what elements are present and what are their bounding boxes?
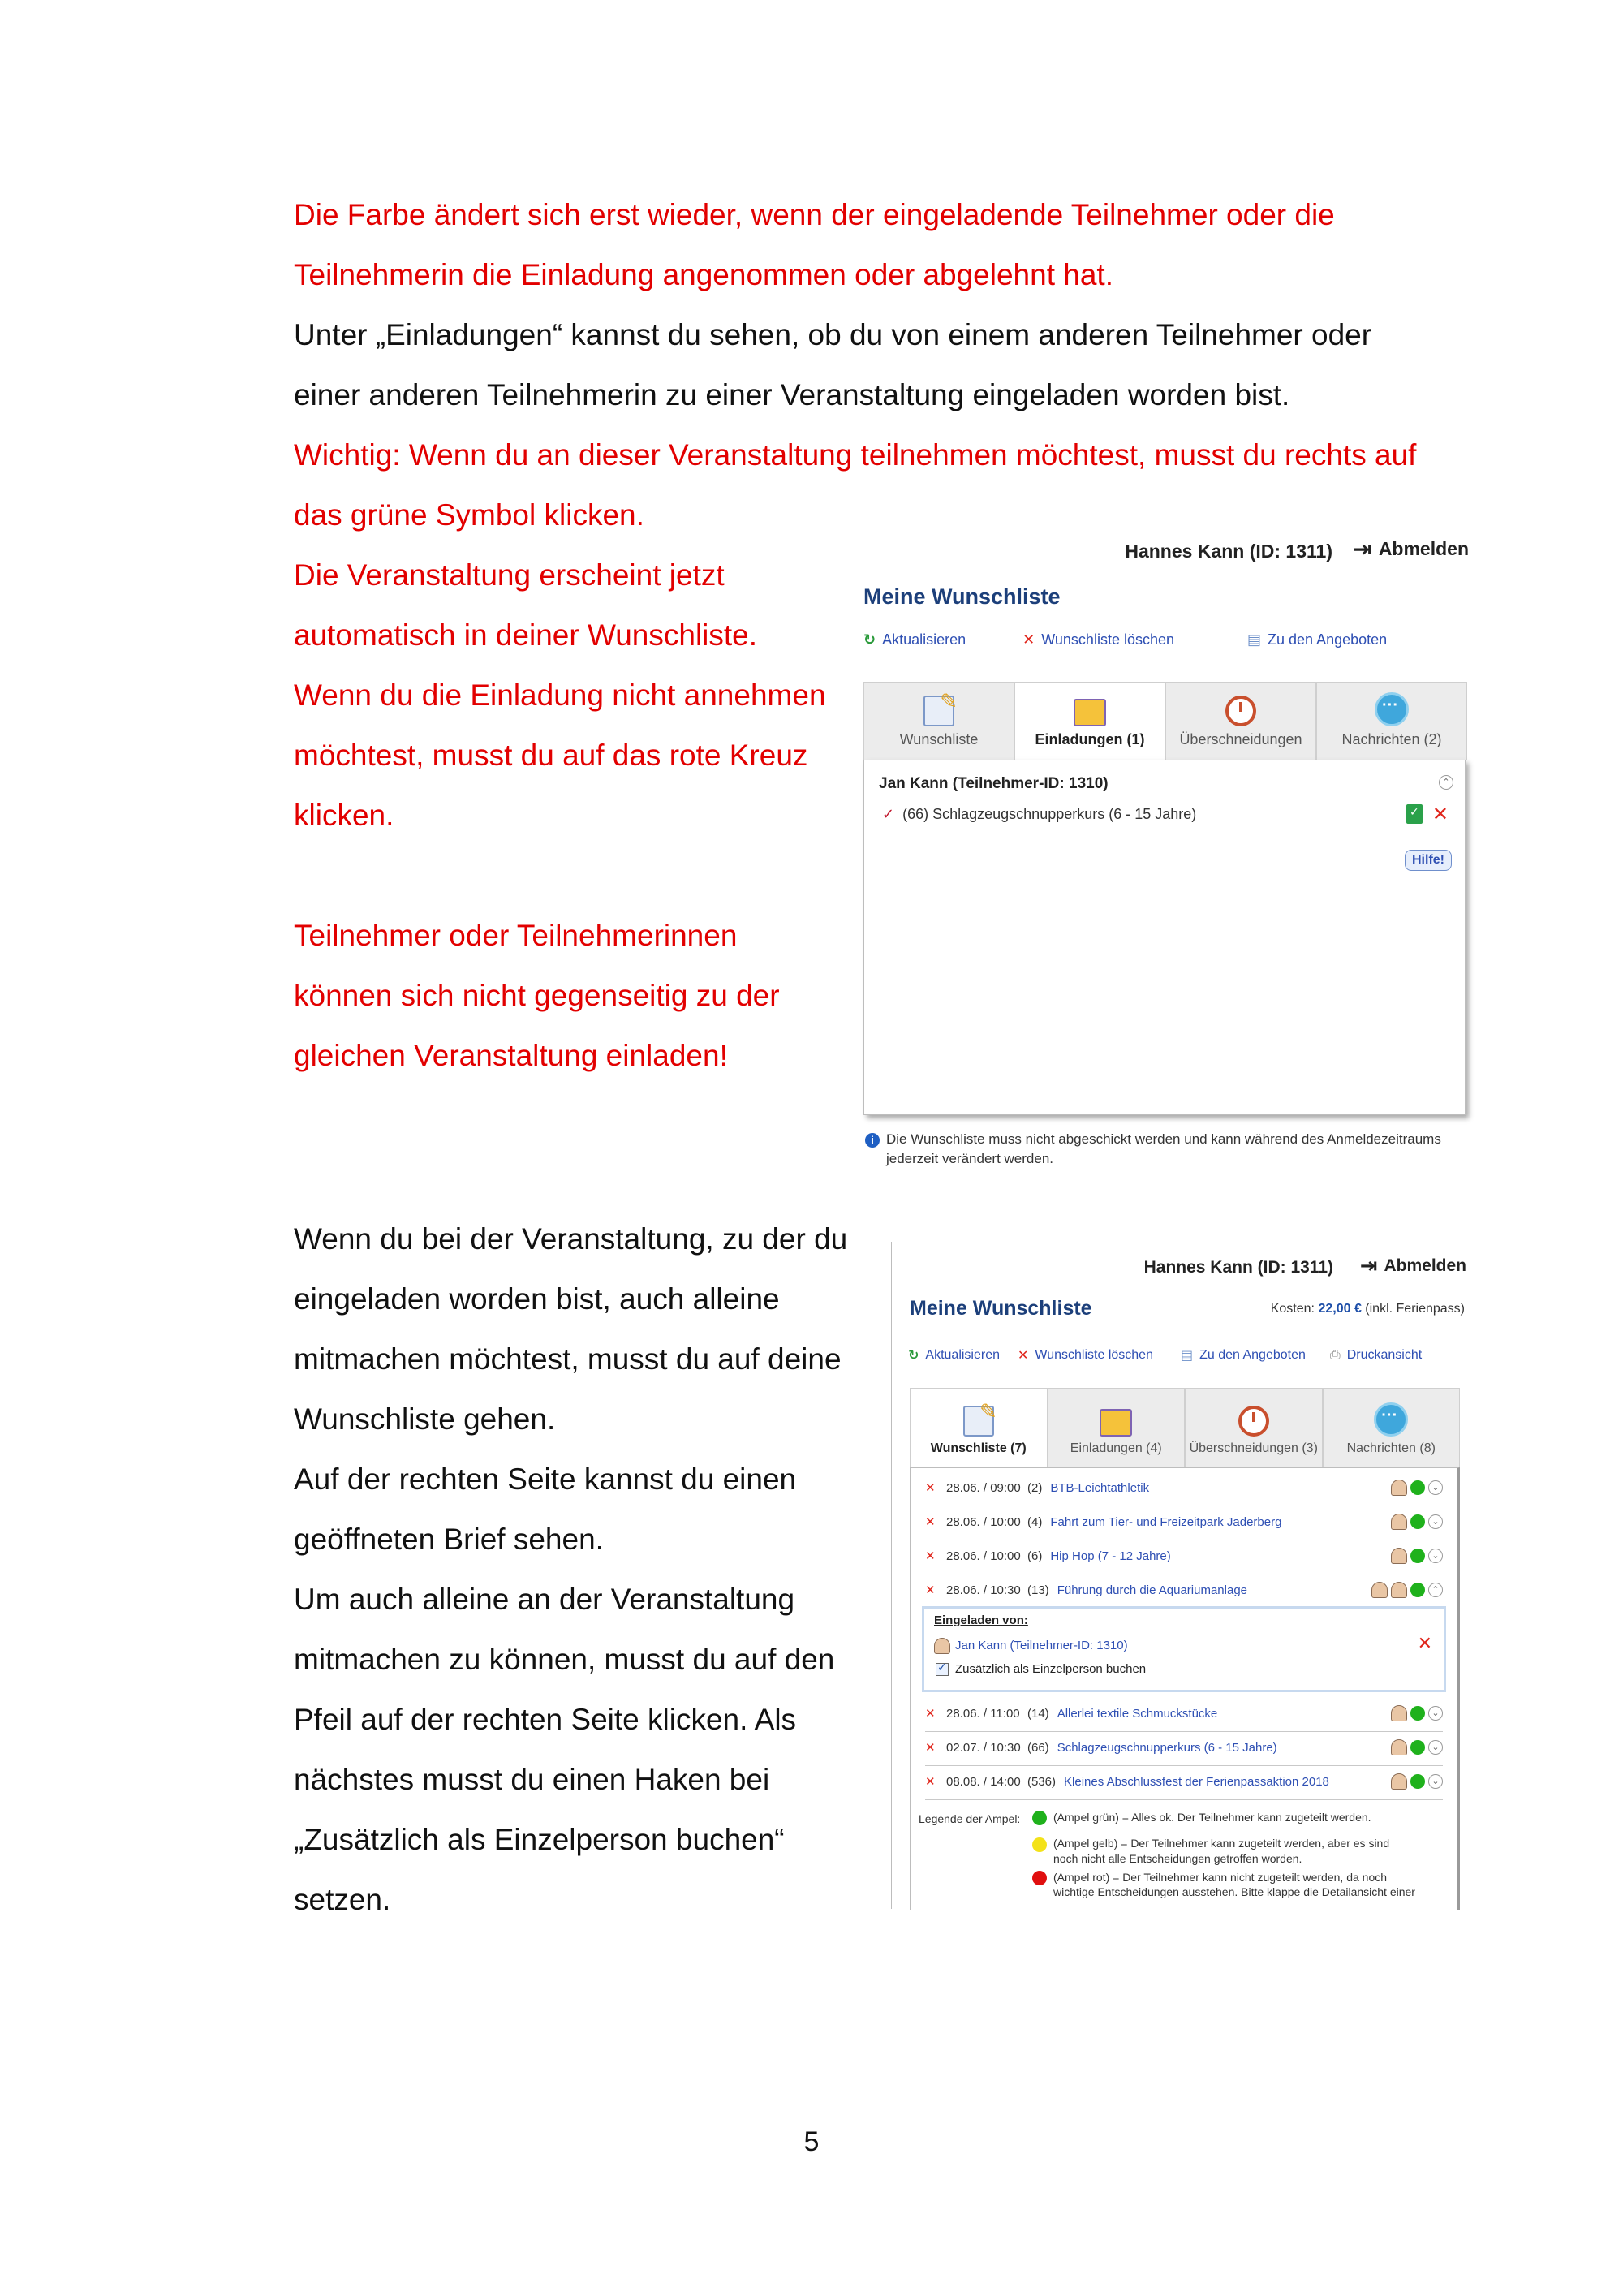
check-icon: ✓ — [882, 806, 895, 822]
page-title: Meine Wunschliste — [863, 584, 1061, 609]
tab-label: Wunschliste — [899, 731, 979, 747]
text-line: Teilnehmerin die Einladung angenommen oder abgelehnt hat. — [294, 258, 1113, 291]
row-date: 28.06. / 09:00 — [946, 1480, 1021, 1495]
row-status — [1391, 1739, 1443, 1755]
tab-overlaps[interactable] — [1185, 1388, 1323, 1467]
offers-label: Zu den Angeboten — [1199, 1348, 1306, 1362]
logout-label: Abmelden — [1378, 538, 1469, 559]
invitations-panel — [863, 760, 1466, 1115]
row-status — [1391, 1773, 1443, 1790]
yellow-light-icon — [1032, 1837, 1047, 1852]
green-light-icon — [1410, 1583, 1425, 1597]
envelope-icon — [1074, 699, 1106, 726]
message-icon — [1375, 692, 1409, 726]
row-date: 28.06. / 10:00 — [946, 1514, 1021, 1529]
legend-red — [1032, 1871, 1415, 1885]
delete-wishlist-button[interactable] — [1018, 1347, 1153, 1363]
tab-label: Überschneidungen (3) — [1189, 1441, 1318, 1455]
text-line: automatisch in deiner Wunschliste. — [294, 618, 758, 652]
refresh-button[interactable] — [908, 1347, 1000, 1363]
decline-icon[interactable]: ✕ — [1431, 803, 1449, 825]
row-status — [1391, 1480, 1443, 1496]
tab-label: Nachrichten (8) — [1346, 1441, 1436, 1455]
text-line: eingeladen worden bist, auch alleine — [294, 1282, 780, 1316]
inviter-name: Jan Kann (Teilnehmer-ID: 1310) — [879, 775, 1109, 792]
table-row[interactable] — [925, 1705, 1443, 1721]
divider — [925, 1731, 1443, 1732]
row-date: 08.08. / 14:00 — [946, 1774, 1021, 1789]
invited-by — [934, 1638, 1128, 1654]
green-light-icon — [1410, 1480, 1425, 1495]
invited-label: Eingeladen von: — [934, 1613, 1028, 1627]
text-line: Die Farbe ändert sich erst wieder, wenn der eingeladende Teilnehmer oder die — [294, 198, 1335, 231]
green-light-icon — [1410, 1514, 1425, 1529]
person-icon — [1391, 1514, 1407, 1530]
legend-text: (Ampel gelb) = Der Teilnehmer kann zugeteilt werden, aber es sind — [1053, 1837, 1390, 1850]
close-icon[interactable]: ✕ — [1417, 1633, 1432, 1653]
legend-text: (Ampel grün) = Alles ok. Der Teilnehmer kann zugeteilt werden. — [1053, 1811, 1371, 1824]
text-line: Teilnehmer oder Teilnehmerinnen — [294, 919, 738, 952]
text-line: möchtest, musst du auf das rote Kreuz — [294, 739, 808, 772]
row-number: (2) — [1027, 1480, 1043, 1495]
table-row[interactable] — [925, 1480, 1443, 1496]
delete-wishlist-button[interactable] — [1022, 631, 1174, 648]
text-line: geöffneten Brief sehen. — [294, 1523, 604, 1556]
costs-label: Kosten: — [1270, 1302, 1315, 1316]
green-light-icon — [1410, 1706, 1425, 1721]
remove-icon[interactable]: ✕ — [925, 1775, 936, 1789]
note-line: jederzeit verändert werden. — [886, 1151, 1054, 1166]
green-light-icon — [1410, 1774, 1425, 1789]
person-icon — [1391, 1548, 1407, 1564]
help-button[interactable]: Hilfe! — [1405, 850, 1452, 871]
tab-messages[interactable] — [1323, 1388, 1461, 1467]
page-number: 5 — [803, 2126, 820, 2157]
tab-label: Überschneidungen — [1179, 731, 1302, 747]
legend-text: noch nicht alle Entscheidungen getroffen worden. — [1053, 1851, 1302, 1865]
row-status — [1391, 1705, 1443, 1721]
table-row[interactable] — [925, 1548, 1443, 1564]
row-date: 28.06. / 10:00 — [946, 1549, 1021, 1563]
logout-button[interactable] — [1360, 1253, 1466, 1278]
red-light-icon — [1032, 1871, 1047, 1885]
row-event-link[interactable]: Allerlei textile Schmuckstücke — [1057, 1706, 1218, 1721]
person-icon — [934, 1638, 950, 1654]
accept-icon[interactable] — [1406, 804, 1423, 824]
info-note — [865, 1130, 1441, 1169]
refresh-icon: ↻ — [863, 631, 876, 648]
paragraph-color-change — [294, 185, 1335, 305]
toolbar — [863, 631, 1387, 648]
costs-value: 22,00 € — [1318, 1302, 1362, 1316]
wishlist-icon — [963, 1406, 994, 1437]
offers-button[interactable] — [1181, 1347, 1306, 1363]
remove-icon[interactable]: ✕ — [925, 1741, 936, 1755]
row-number: (6) — [1027, 1549, 1043, 1563]
invitation-detail — [922, 1606, 1446, 1692]
page-title: Meine Wunschliste — [910, 1297, 1092, 1320]
table-row[interactable] — [925, 1773, 1443, 1790]
group-icon — [1391, 1705, 1407, 1721]
row-event-link[interactable]: Hip Hop (7 - 12 Jahre) — [1050, 1549, 1171, 1563]
tab-label: Nachrichten (2) — [1341, 731, 1442, 747]
invited-event — [882, 806, 1196, 823]
table-row[interactable] — [925, 1739, 1443, 1755]
clock-icon — [1238, 1406, 1269, 1437]
row-status — [1391, 1514, 1443, 1530]
document-icon: ▤ — [1247, 631, 1262, 648]
chevron-down-icon[interactable]: ⌄ — [1428, 1740, 1443, 1755]
group-icon — [1391, 1739, 1407, 1755]
tab-label: Einladungen (1) — [1035, 731, 1145, 747]
logout-icon: ⇥ — [1353, 536, 1372, 562]
text-line: nächstes musst du einen Haken bei — [294, 1763, 770, 1796]
row-number: (4) — [1027, 1514, 1043, 1529]
divider — [925, 1765, 1443, 1766]
text-line: mitmachen zu können, musst du auf den — [294, 1643, 835, 1676]
text-line: Um auch alleine an der Veranstaltung — [294, 1583, 795, 1616]
chevron-up-icon[interactable]: ⌃ — [1439, 775, 1453, 790]
person-icon — [1371, 1582, 1388, 1598]
chevron-down-icon[interactable]: ⌄ — [1428, 1774, 1443, 1789]
logout-button[interactable] — [1353, 536, 1469, 562]
screenshot-wishlist — [891, 1242, 1470, 1909]
tab-label: Einladungen (4) — [1070, 1441, 1162, 1455]
row-number: (14) — [1027, 1706, 1049, 1721]
legend-yellow — [1032, 1837, 1415, 1851]
text-line: setzen. — [294, 1883, 391, 1916]
divider — [925, 1799, 1443, 1800]
refresh-label: Aktualisieren — [925, 1348, 1001, 1362]
remove-icon[interactable]: ✕ — [925, 1707, 936, 1721]
remove-icon[interactable]: ✕ — [925, 1481, 936, 1495]
table-row[interactable] — [925, 1582, 1443, 1598]
text-line: Wenn du die Einladung nicht annehmen — [294, 678, 826, 712]
clock-icon — [1225, 696, 1256, 726]
legend-text: wichtige Entscheidungen ausstehen. Bitte klappe die Detailansicht einer — [1053, 1885, 1415, 1898]
info-icon: i — [865, 1133, 880, 1148]
row-date: 28.06. / 11:00 — [946, 1706, 1020, 1721]
toolbar — [908, 1347, 1422, 1363]
legend-green — [1032, 1811, 1415, 1825]
text-line: Die Veranstaltung erscheint jetzt — [294, 558, 725, 592]
text-line: Auf der rechten Seite kannst du einen — [294, 1462, 797, 1496]
offers-button[interactable] — [1247, 631, 1387, 648]
wishlist-icon — [923, 696, 954, 726]
paragraph-mutual-invite — [294, 906, 780, 1086]
user-name: Hannes Kann (ID: 1311) — [1143, 1258, 1333, 1277]
single-booking-label: Zusätzlich als Einzelperson buchen — [955, 1662, 1147, 1676]
text-line: Pfeil auf der rechten Seite klicken. Als — [294, 1703, 797, 1736]
chevron-down-icon[interactable]: ⌄ — [1428, 1706, 1443, 1721]
text-line: Wichtig: Wenn du an dieser Veranstaltung teilnehmen möchtest, musst du rechts auf — [294, 438, 1417, 472]
paragraph-accept-decline — [294, 545, 826, 846]
delete-label: Wunschliste löschen — [1035, 1348, 1153, 1362]
screenshot-invitations — [862, 528, 1469, 1177]
row-status — [1391, 1548, 1443, 1564]
text-line: Wunschliste gehen. — [294, 1402, 556, 1436]
legend-text: (Ampel rot) = Der Teilnehmer kann nicht zugeteilt werden, da noch — [1053, 1870, 1388, 1884]
message-icon — [1374, 1402, 1408, 1437]
row-date: 28.06. / 10:30 — [946, 1583, 1021, 1597]
refresh-button[interactable] — [863, 631, 966, 648]
chevron-down-icon[interactable]: ⌄ — [1428, 1514, 1443, 1529]
text-line: einer anderen Teilnehmerin zu einer Veranstaltung eingeladen worden bist. — [294, 378, 1290, 411]
person-icon — [1391, 1480, 1407, 1496]
tab-bar — [863, 682, 1467, 760]
row-number: (66) — [1027, 1740, 1049, 1755]
print-button[interactable] — [1330, 1348, 1422, 1363]
text-line: gleichen Veranstaltung einladen! — [294, 1039, 728, 1072]
legend-label: Legende der Ampel: — [919, 1812, 1021, 1825]
tab-invitations[interactable] — [1048, 1388, 1186, 1467]
chevron-up-icon[interactable]: ⌃ — [1428, 1583, 1443, 1597]
row-event-link[interactable]: Führung durch die Aquariumanlage — [1057, 1583, 1248, 1597]
remove-icon[interactable]: ✕ — [925, 1583, 936, 1597]
single-booking-checkbox[interactable] — [936, 1663, 949, 1676]
remove-icon[interactable]: ✕ — [925, 1515, 936, 1529]
wishlist-panel — [910, 1467, 1460, 1910]
printer-icon: ⎙ — [1329, 1348, 1341, 1362]
costs — [1271, 1302, 1465, 1316]
tab-overlaps[interactable] — [1165, 682, 1316, 760]
remove-icon[interactable]: ✕ — [925, 1549, 936, 1563]
row-number: (536) — [1027, 1774, 1057, 1789]
text-line: Unter „Einladungen“ kannst du sehen, ob du von einem anderen Teilnehmer oder — [294, 318, 1372, 351]
row-number: (13) — [1027, 1583, 1049, 1597]
print-label: Druckansicht — [1346, 1348, 1423, 1362]
close-icon: ✕ — [1018, 1349, 1029, 1363]
text-line: klicken. — [294, 799, 394, 832]
invited-by-label: Jan Kann (Teilnehmer-ID: 1310) — [955, 1638, 1128, 1652]
delete-label: Wunschliste löschen — [1041, 631, 1174, 648]
offers-label: Zu den Angeboten — [1268, 631, 1388, 648]
text-line: „Zusätzlich als Einzelperson buchen“ — [294, 1823, 785, 1856]
green-light-icon — [1410, 1549, 1425, 1563]
tab-messages[interactable] — [1316, 682, 1467, 760]
note-line: Die Wunschliste muss nicht abgeschickt werden und kann während des Anmeldezeitraums — [886, 1131, 1441, 1147]
table-row[interactable] — [925, 1514, 1443, 1530]
group-icon — [1391, 1582, 1407, 1598]
family-icon — [1391, 1773, 1407, 1790]
green-light-icon — [1410, 1740, 1425, 1755]
tab-invitations[interactable] — [1014, 682, 1165, 760]
row-event-link[interactable]: Fahrt zum Tier- und Freizeitpark Jaderberg — [1050, 1514, 1282, 1529]
row-status — [1371, 1582, 1443, 1598]
paragraph-book-alone — [294, 1209, 847, 1930]
tab-bar — [910, 1388, 1460, 1467]
refresh-icon: ↻ — [908, 1349, 919, 1363]
user-name: Hannes Kann (ID: 1311) — [1125, 541, 1332, 562]
chevron-down-icon[interactable]: ⌄ — [1428, 1549, 1443, 1563]
paragraph-invitations — [294, 305, 1371, 425]
logout-label: Abmelden — [1384, 1256, 1466, 1275]
logout-icon: ⇥ — [1359, 1253, 1378, 1277]
refresh-label: Aktualisieren — [882, 631, 966, 648]
tab-wishlist[interactable] — [863, 682, 1014, 760]
single-booking-option[interactable] — [936, 1662, 1146, 1676]
chevron-down-icon[interactable]: ⌄ — [1428, 1480, 1443, 1495]
tab-label: Wunschliste (7) — [930, 1441, 1027, 1455]
text-line: mitmachen möchtest, musst du auf deine — [294, 1342, 842, 1376]
text-line: Wenn du bei der Veranstaltung, zu der du — [294, 1222, 848, 1256]
costs-suffix: (inkl. Ferienpass) — [1365, 1302, 1465, 1316]
close-icon: ✕ — [1022, 631, 1035, 648]
green-light-icon — [1032, 1811, 1047, 1825]
row-event-link[interactable]: Schlagzeugschnupperkurs (6 - 15 Jahre) — [1057, 1740, 1277, 1755]
document-icon: ▤ — [1180, 1349, 1194, 1363]
text-line: das grüne Symbol klicken. — [294, 498, 644, 532]
envelope-icon — [1100, 1409, 1132, 1437]
tab-wishlist[interactable] — [910, 1388, 1048, 1467]
event-label: (66) Schlagzeugschnupperkurs (6 - 15 Jahre) — [902, 806, 1197, 822]
row-date: 02.07. / 10:30 — [946, 1740, 1021, 1755]
legend — [1032, 1811, 1415, 1899]
text-line: können sich nicht gegenseitig zu der — [294, 979, 780, 1012]
row-event-link[interactable]: BTB-Leichtathletik — [1050, 1480, 1150, 1495]
row-event-link[interactable]: Kleines Abschlussfest der Ferienpassaktion 2018 — [1064, 1774, 1329, 1789]
